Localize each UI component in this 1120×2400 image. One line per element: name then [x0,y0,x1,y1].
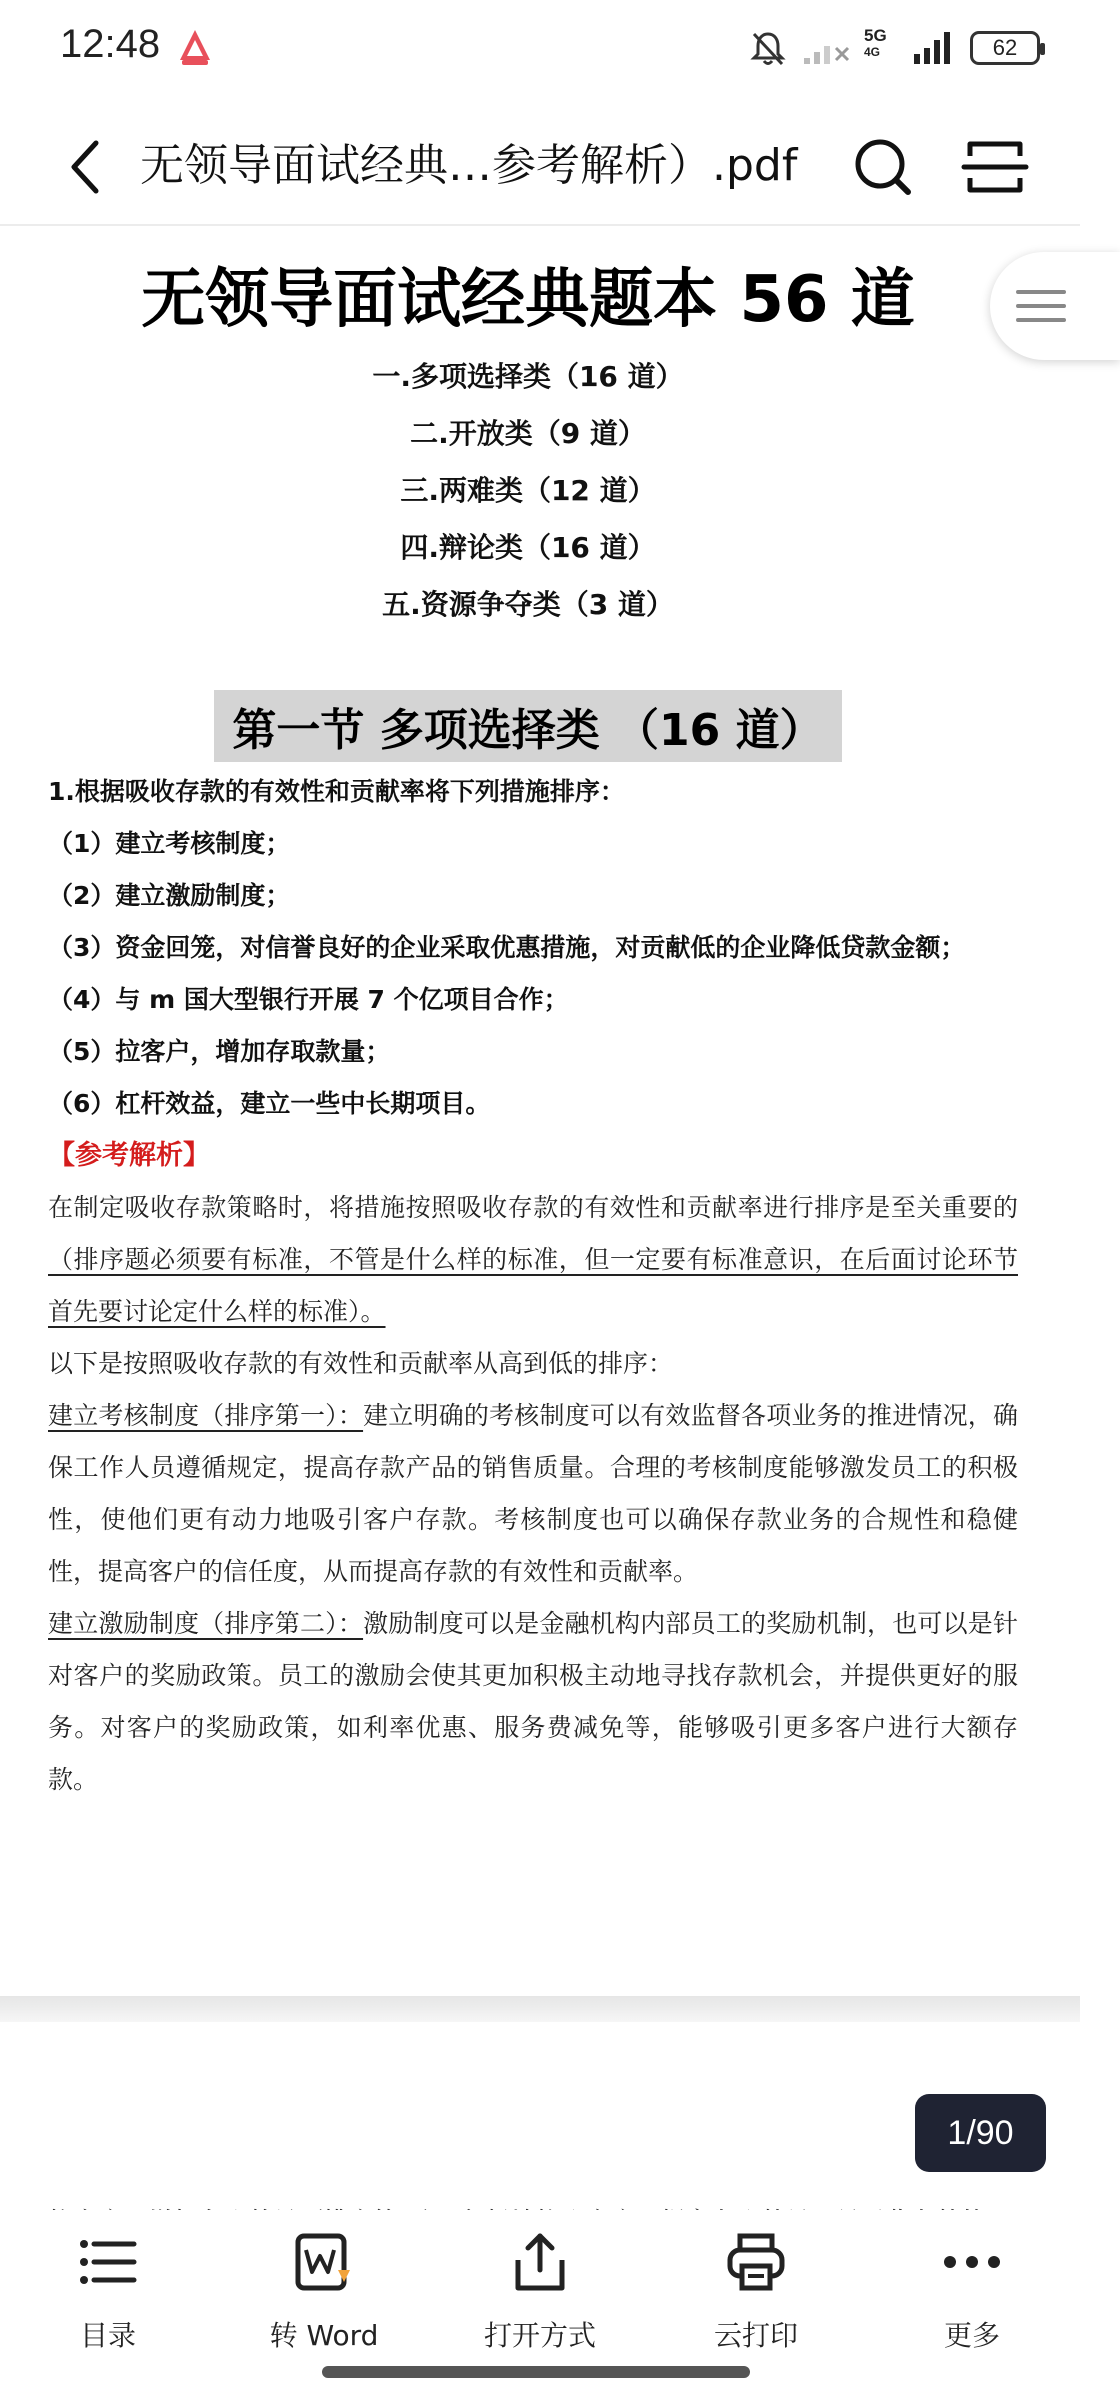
question-text: 1.根据吸收存款的有效性和贡献率将下列措施排序： [48,777,625,806]
toolbar-label: 云打印 [713,2319,798,2352]
back-arrow-icon [66,137,106,197]
para-text: 在制定吸收存款策略时，将措施按照吸收存款的有效性和贡献率进行排序是至关重要的 [48,1193,1018,1222]
open-with-button[interactable] [432,2210,648,2360]
paragraph [48,1182,1018,1338]
cloud-print-button[interactable] [648,2210,864,2360]
toc-item: 二.开放类（9 道） [410,417,646,450]
home-indicator[interactable] [322,2366,750,2378]
top-app-bar [0,110,1080,226]
cloud-print-icon [724,2230,788,2294]
convert-word-icon [292,2230,356,2294]
toc-list-icon [76,2230,140,2294]
page-indicator: 1/90 [915,2094,1046,2172]
more-button[interactable] [864,2210,1080,2360]
reference-analysis-title: 【参考解析】 [48,1140,210,1171]
more-dots-icon [940,2230,1004,2294]
section-title: 第一节 多项选择类 （16 道） [214,690,841,762]
toolbar-label: 打开方式 [483,2319,596,2352]
toolbar-label: 目录 [79,2319,136,2352]
option-line: （1）建立考核制度； [48,829,291,858]
para-text: 激励制度可以是金融机构内部员工的奖励机制，也可以是针对客户的奖励政策。员工的激励会使其更加积极主动地寻找存款机会，并提供更好的服务。对客户的奖励政策，如利率优惠、服务费减免等，能够吸引更多客户进行大额存款。 [48,1609,1018,1794]
scan-button[interactable] [960,132,1030,202]
status-time: 12:48 [60,22,161,66]
paragraph [48,1390,1018,1598]
toolbar-label: 更多 [943,2319,1000,2352]
menu-icon [1016,286,1066,326]
option-line: （3）资金回笼，对信誉良好的企业采取优惠措施，对贡献低的企业降低贷款金额； [48,933,966,962]
toc-item: 三.两难类（12 道） [400,474,656,507]
doc-heading: 无领导面试经典题本 56 道 [141,263,915,337]
share-open-icon [508,2230,572,2294]
network-label: 5G 4G [864,26,887,59]
back-button[interactable] [56,132,116,202]
option-line: （6）杠杆效益，建立一些中长期项目。 [48,1089,491,1118]
status-bar [0,0,1080,96]
toc-button[interactable] [0,2210,216,2360]
para-underline: 建立激励制度（排序第二）： [48,1609,364,1638]
page-separator [0,1996,1080,2022]
toc-item: 一.多项选择类（16 道） [372,360,684,393]
para-text: 建立明确的考核制度可以有效监督各项业务的推进情况，确保工作人员遵循规定，提高存款产品的销售质量。合理的考核制度能够激发员工的积极性，使他们更有动力地吸引客户存款。考核制度也可以确保存款业务的合规性和稳健性，提高客户的信任度，从而提高存款的有效性和贡献率。 [48,1401,1018,1586]
search-button[interactable] [850,132,916,202]
app-notification-icon [174,26,216,68]
battery-indicator: 62 [970,31,1040,65]
pdf-page[interactable] [0,228,1080,1998]
toc-item: 五.资源争夺类（3 道） [382,588,674,621]
paragraph [48,1598,1018,1806]
scan-icon [960,132,1030,202]
option-line: （4）与 m 国大型银行开展 7 个亿项目合作； [48,985,569,1014]
bell-off-icon [748,28,788,68]
search-icon [850,132,916,202]
document-title: 无领导面试经典…参考解析）.pdf [140,140,798,191]
toc [0,348,1056,633]
paragraph: 以下是按照吸收存款的有效性和贡献率从高到低的排序： [48,1349,674,1378]
wifi-weak-icon [802,30,850,66]
para-underline: 建立考核制度（排序第一）： [48,1401,364,1430]
para-underline: （排序题必须要有标准，不管是什么样的标准，但一定要有标准意识，在后面讨论环节首先要讨论定什么样的标准）。 [48,1245,1018,1326]
option-line: （5）拉客户，增加存取款量； [48,1037,391,1066]
toolbar-label: 转 Word [269,2319,379,2352]
toc-item: 四.辩论类（16 道） [400,531,656,564]
document-body [48,766,1018,1806]
signal-icon [912,30,956,66]
convert-word-button[interactable] [216,2210,432,2360]
side-menu-button[interactable] [990,252,1120,360]
option-line: （2）建立激励制度； [48,881,291,910]
